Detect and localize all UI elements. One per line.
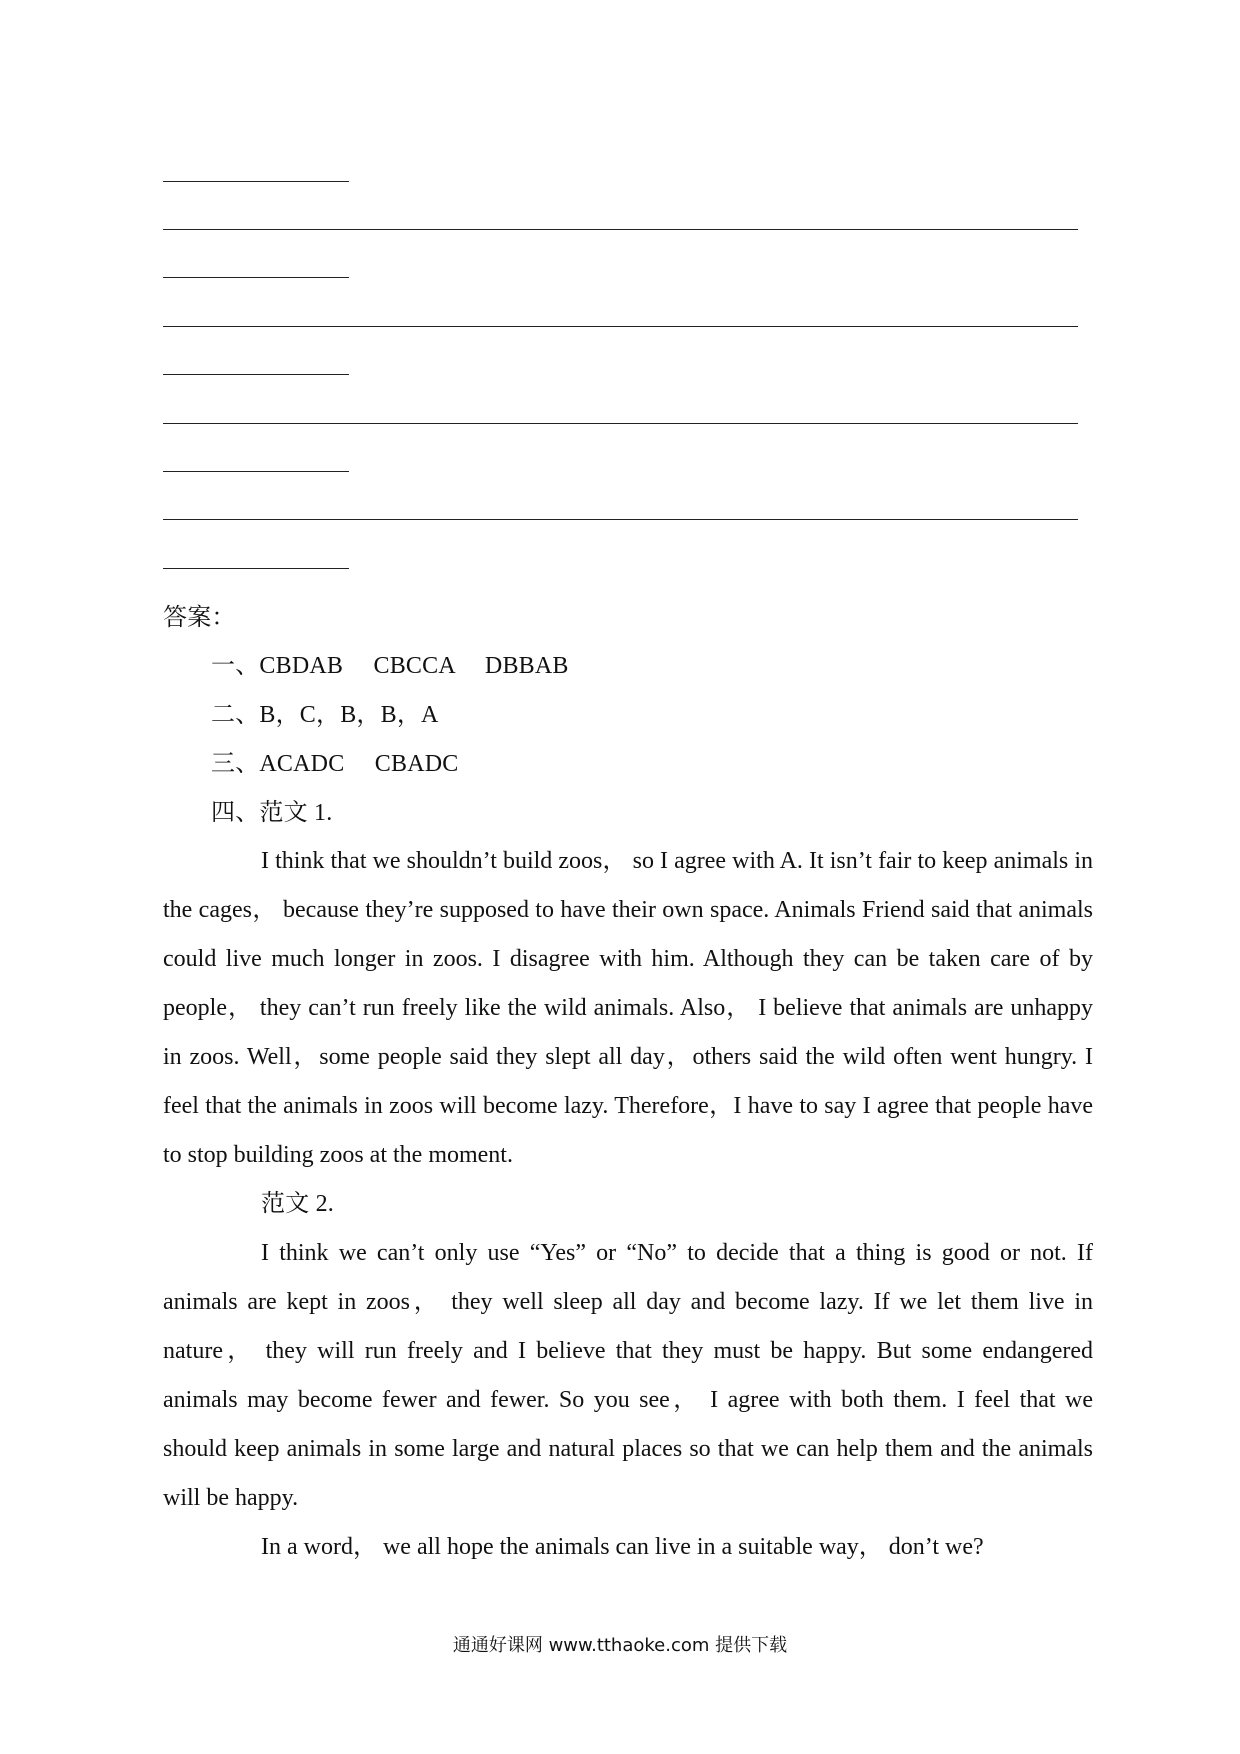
writing-line-short bbox=[163, 374, 349, 375]
writing-line-short bbox=[163, 277, 349, 278]
writing-line-long bbox=[163, 519, 1078, 520]
model-essay-2: I think we can’t only use “Yes” or “No” to decide that a thing is good or not. If animals are kept in zoos， they well sleep all day and become lazy. If we let them live in nature， they will run freely and I believe that they must be happy. But some endangered animals may become fewer and fewer. So you see， I agree with both them. I feel that we should keep animals in some large and natural places so that we can help them and the animals will be happy. bbox=[163, 1240, 1093, 1511]
writing-line-long bbox=[163, 423, 1078, 424]
writing-line-short bbox=[163, 181, 349, 182]
writing-line-long bbox=[163, 229, 1078, 230]
model-essay-2-label: 范文 2. bbox=[261, 1191, 334, 1217]
writing-line-short bbox=[163, 568, 349, 569]
answer-section-3: 三、ACADC CBADC bbox=[211, 751, 459, 777]
model-essay-1: I think that we shouldn’t build zoos， so I agree with A. It isn’t fair to keep animals in the cages， because they’re supposed to have their own space. Animals Friend said that animals could live much longer in zoos. I disagree with him. Although they can be taken care of by people， they can’t run freely like the wild animals. Also， I believe that animals are unhappy in zoos. Well，some people said they slept all day，others said the wild often went hungry. I feel that the animals in zoos will become lazy. Therefore，I have to say I agree that people have to stop building zoos at the moment. bbox=[163, 848, 1093, 1168]
closing-sentence: In a word， we all hope the animals can live in a suitable way， don’t we? bbox=[261, 1534, 984, 1560]
answer-section-1: 一、CBDAB CBCCA DBBAB bbox=[211, 653, 569, 679]
answer-section-2: 二、B，C，B，B，A bbox=[211, 702, 439, 728]
footer-text: 通通好课网 www.tthaoke.com 提供下载 bbox=[452, 1635, 788, 1656]
answer-section-4: 四、范文 1. bbox=[211, 800, 333, 826]
answers-title: 答案： bbox=[163, 605, 236, 631]
writing-line-short bbox=[163, 471, 349, 472]
writing-line-long bbox=[163, 326, 1078, 327]
